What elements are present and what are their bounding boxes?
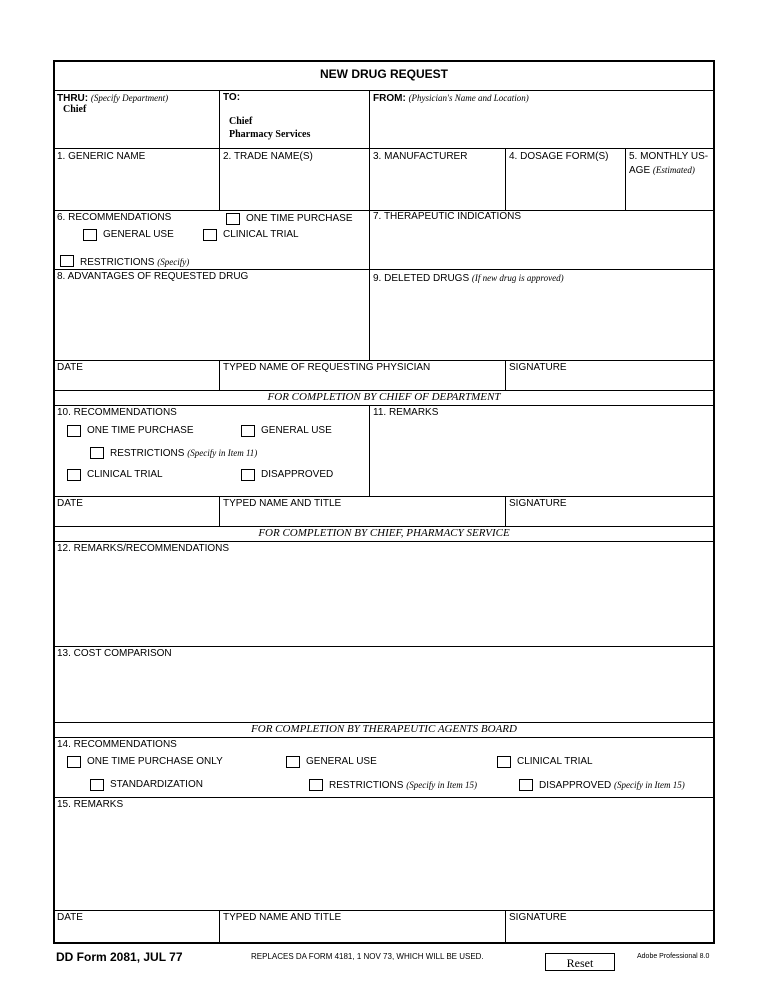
restrictions-label-6: RESTRICTIONS bbox=[80, 257, 155, 268]
disapproved-checkbox-10[interactable] bbox=[241, 469, 255, 481]
divider bbox=[505, 360, 506, 390]
date-label-2: DATE bbox=[57, 498, 83, 509]
disapproved-checkbox-14[interactable] bbox=[519, 779, 533, 791]
divider bbox=[625, 148, 626, 210]
disapproved-label-14-group bbox=[539, 779, 685, 792]
restrictions-checkbox-10[interactable] bbox=[90, 447, 104, 459]
thru-label: THRU: bbox=[57, 93, 89, 104]
date-label-3: DATE bbox=[57, 912, 83, 923]
restrictions-label-6-group bbox=[80, 256, 189, 269]
from-label-group bbox=[373, 92, 529, 105]
manufacturer-label: 3. MANUFACTURER bbox=[373, 151, 468, 162]
one-time-purchase-checkbox-10[interactable] bbox=[67, 425, 81, 437]
one-time-purchase-label-10: ONE TIME PURCHASE bbox=[87, 425, 194, 436]
divider bbox=[505, 496, 506, 526]
divider bbox=[219, 496, 220, 526]
recommendations-10-label: 10. RECOMMENDATIONS bbox=[57, 407, 177, 418]
restrictions-label-14: RESTRICTIONS bbox=[329, 780, 404, 791]
thru-value[interactable]: Chief bbox=[63, 104, 87, 115]
remarks-15-label: 15. REMARKS bbox=[57, 799, 124, 810]
restrictions-label-10-group bbox=[110, 447, 257, 460]
divider bbox=[369, 90, 370, 210]
signature-label-2: SIGNATURE bbox=[509, 498, 567, 509]
form-title: NEW DRUG REQUEST bbox=[319, 67, 448, 81]
rule bbox=[54, 496, 714, 497]
standardization-checkbox[interactable] bbox=[90, 779, 104, 791]
one-time-purchase-only-label: ONE TIME PURCHASE ONLY bbox=[87, 756, 223, 767]
restrictions-hint-10: (Specify in Item 11) bbox=[187, 448, 258, 458]
software-note: Adobe Professional 8.0 bbox=[637, 953, 710, 960]
clinical-trial-checkbox-6[interactable] bbox=[203, 229, 217, 241]
rule bbox=[54, 910, 714, 911]
section-pharmacy-service: FOR COMPLETION BY CHIEF, PHARMACY SERVICE bbox=[258, 527, 510, 539]
general-use-label-10: GENERAL USE bbox=[261, 425, 332, 436]
clinical-trial-label-14: CLINICAL TRIAL bbox=[517, 756, 593, 767]
typed-name-title-label-2: TYPED NAME AND TITLE bbox=[223, 498, 342, 509]
one-time-purchase-only-checkbox[interactable] bbox=[67, 756, 81, 768]
restrictions-checkbox-6[interactable] bbox=[60, 255, 74, 267]
divider bbox=[369, 210, 370, 360]
general-use-label-14: GENERAL USE bbox=[306, 756, 377, 767]
generic-name-label: 1. GENERIC NAME bbox=[57, 151, 146, 162]
replaces-note: REPLACES DA FORM 4181, 1 NOV 73, WHICH WILL BE USED. bbox=[251, 952, 484, 961]
monthly-usage-hint: (Estimated) bbox=[652, 165, 695, 175]
divider bbox=[219, 360, 220, 390]
divider bbox=[505, 148, 506, 210]
disapproved-label-10: DISAPPROVED bbox=[261, 469, 334, 480]
from-label: FROM: bbox=[373, 93, 406, 104]
form-id: DD Form 2081, JUL 77 bbox=[56, 950, 183, 964]
deleted-drugs-label: 9. DELETED DRUGS bbox=[373, 273, 470, 284]
rule bbox=[54, 90, 714, 91]
cost-comparison-label: 13. COST COMPARISON bbox=[57, 648, 172, 659]
deleted-drugs-hint: (If new drug is approved) bbox=[471, 273, 564, 283]
recommendations-14-label: 14. RECOMMENDATIONS bbox=[57, 739, 177, 750]
to-value-line1[interactable]: Chief bbox=[229, 116, 253, 127]
recommendations-6-label: 6. RECOMMENDATIONS bbox=[57, 212, 172, 223]
clinical-trial-checkbox-10[interactable] bbox=[67, 469, 81, 481]
disapproved-label-14: DISAPPROVED bbox=[539, 780, 612, 791]
general-use-checkbox-10[interactable] bbox=[241, 425, 255, 437]
clinical-trial-checkbox-14[interactable] bbox=[497, 756, 511, 768]
date-label-1: DATE bbox=[57, 362, 83, 373]
section-therapeutic-board: FOR COMPLETION BY THERAPEUTIC AGENTS BOARD bbox=[251, 723, 517, 735]
therapeutic-indications-label: 7. THERAPEUTIC INDICATIONS bbox=[373, 211, 521, 222]
restrictions-label-10: RESTRICTIONS bbox=[110, 448, 185, 459]
reset-button[interactable]: Reset bbox=[545, 953, 615, 971]
clinical-trial-label-10: CLINICAL TRIAL bbox=[87, 469, 163, 480]
typed-name-title-label-3: TYPED NAME AND TITLE bbox=[223, 912, 342, 923]
divider bbox=[219, 910, 220, 943]
monthly-usage-word: AGE bbox=[629, 165, 651, 176]
standardization-label: STANDARDIZATION bbox=[110, 779, 203, 790]
rule bbox=[54, 269, 714, 270]
monthly-usage-label-line2 bbox=[629, 164, 695, 177]
deleted-drugs-label-group bbox=[373, 272, 564, 285]
general-use-checkbox-14[interactable] bbox=[286, 756, 300, 768]
rule bbox=[54, 646, 714, 647]
divider bbox=[369, 405, 370, 496]
rule bbox=[54, 737, 714, 738]
rule bbox=[54, 405, 714, 406]
restrictions-hint-14: (Specify in Item 15) bbox=[406, 780, 477, 790]
dosage-form-label: 4. DOSAGE FORM(S) bbox=[509, 151, 609, 162]
one-time-purchase-checkbox-6[interactable] bbox=[226, 213, 240, 225]
divider bbox=[219, 90, 220, 210]
to-value-line2[interactable]: Pharmacy Services bbox=[229, 129, 311, 140]
remarks-recommendations-label: 12. REMARKS/RECOMMENDATIONS bbox=[57, 543, 230, 554]
monthly-usage-label-line1: 5. MONTHLY US- bbox=[629, 151, 709, 162]
trade-name-label: 2. TRADE NAME(S) bbox=[223, 151, 313, 162]
one-time-purchase-label-6: ONE TIME PURCHASE bbox=[246, 213, 353, 224]
restrictions-label-14-group bbox=[329, 779, 477, 792]
remarks-11-label: 11. REMARKS bbox=[373, 407, 439, 418]
typed-name-physician-label: TYPED NAME OF REQUESTING PHYSICIAN bbox=[223, 362, 431, 373]
signature-label-3: SIGNATURE bbox=[509, 912, 567, 923]
general-use-checkbox-6[interactable] bbox=[83, 229, 97, 241]
clinical-trial-label-6: CLINICAL TRIAL bbox=[223, 229, 299, 240]
rule bbox=[54, 541, 714, 542]
signature-label-1: SIGNATURE bbox=[509, 362, 567, 373]
rule bbox=[54, 360, 714, 361]
restrictions-checkbox-14[interactable] bbox=[309, 779, 323, 791]
disapproved-hint-14: (Specify in Item 15) bbox=[614, 780, 685, 790]
to-label: TO: bbox=[223, 92, 241, 103]
from-hint: (Physician's Name and Location) bbox=[408, 93, 529, 103]
advantages-label: 8. ADVANTAGES OF REQUESTED DRUG bbox=[57, 271, 249, 282]
divider bbox=[505, 910, 506, 943]
general-use-label-6: GENERAL USE bbox=[103, 229, 174, 240]
thru-hint: (Specify Department) bbox=[90, 93, 169, 103]
rule bbox=[54, 148, 714, 149]
form-frame bbox=[53, 60, 715, 944]
rule bbox=[54, 797, 714, 798]
section-chief-department: FOR COMPLETION BY CHIEF OF DEPARTMENT bbox=[267, 391, 501, 403]
restrictions-hint-6: (Specify) bbox=[157, 257, 190, 267]
